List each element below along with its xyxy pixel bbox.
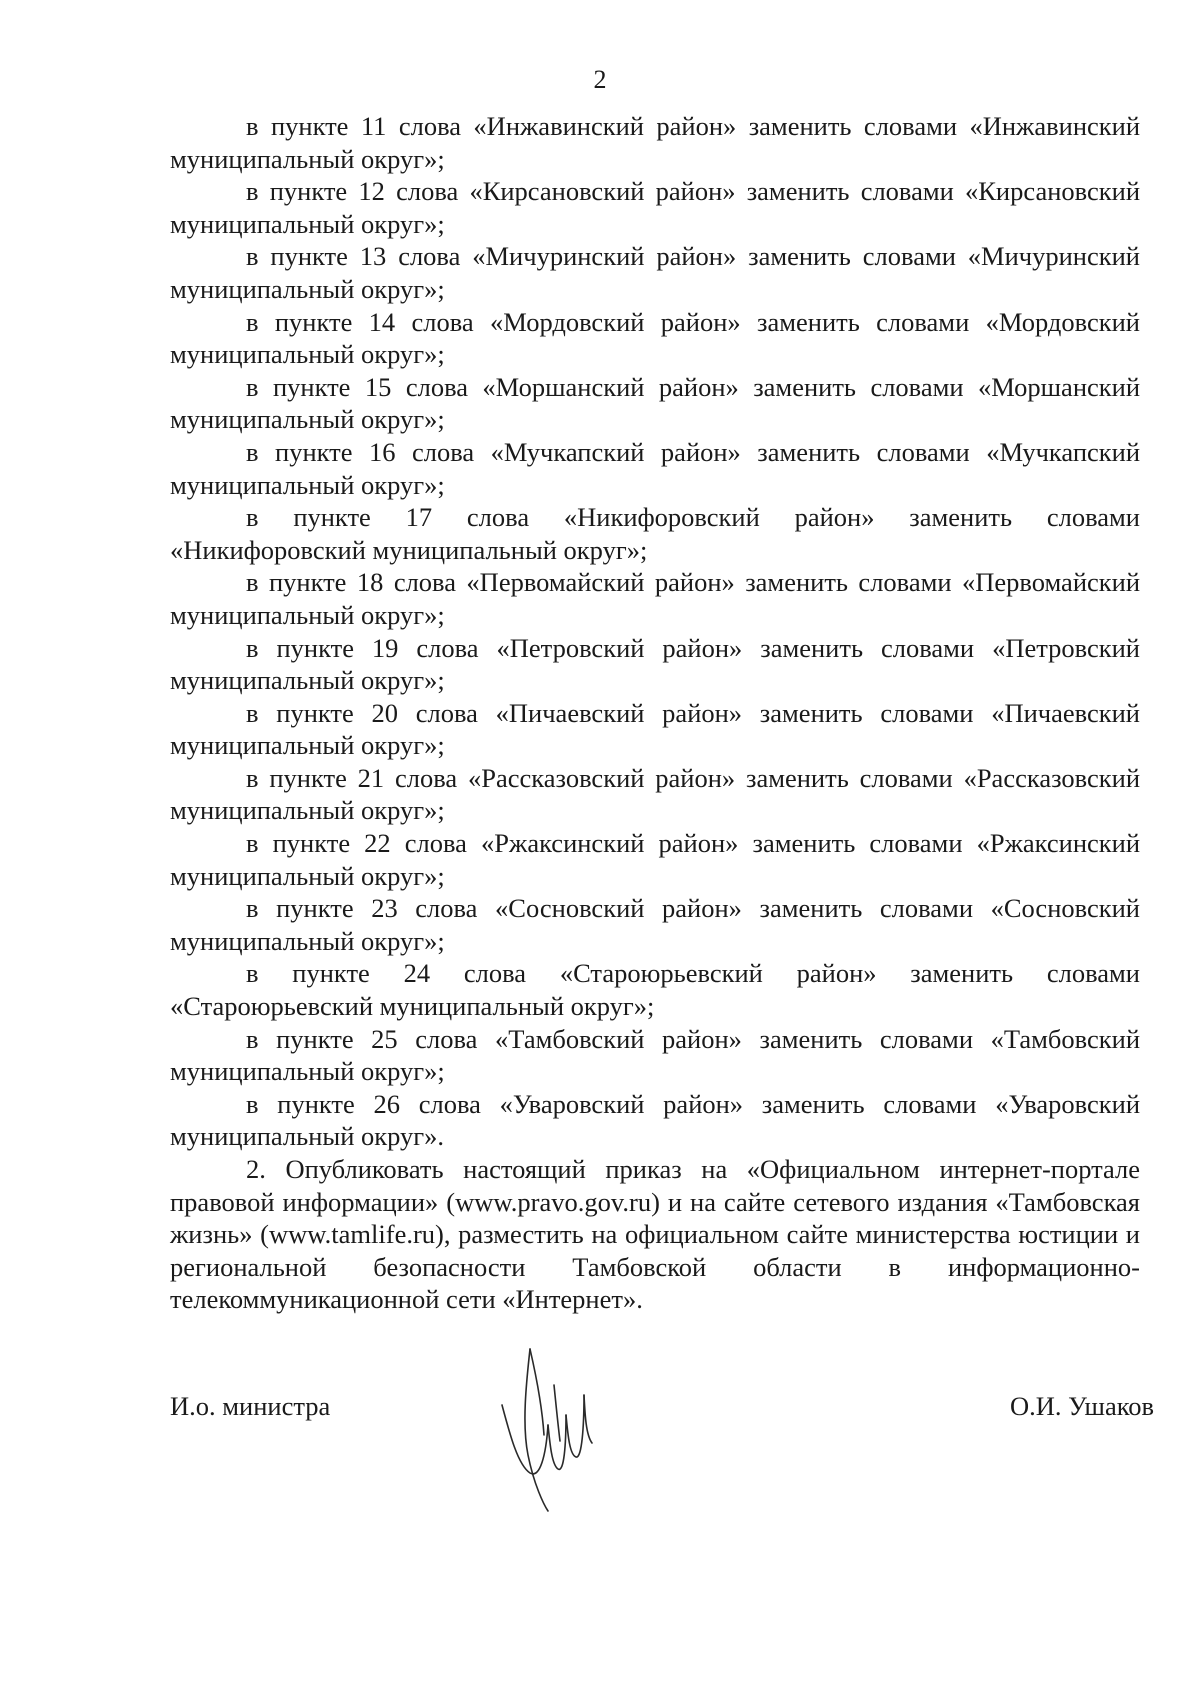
signatory-name: О.И. Ушаков [1009,1391,1154,1421]
amendment-item-14: в пункте 14 слова «Мордовский район» заменить словами «Мордовский муниципальный округ»; [170,306,1140,370]
amendment-item-24: в пункте 24 слова «Староюрьевский район» заменить словами «Староюрьевский муниципальный округ»; [170,958,1140,1022]
clause-2-publication: 2. Опубликовать настоящий приказ на «Официальном интернет-портале правовой информации» (www.pravo.gov.ru) и на сайте сетевого издания «Тамбовская жизнь» (www.tamlife.ru), разместить на официальном сайте министерства юстиции и региональной безопасности Тамбовской области в информационно-телекоммуникационной сети «Интернет». [170,1154,1140,1315]
amendment-item-15: в пункте 15 слова «Моршанский район» заменить словами «Моршанский муниципальный округ»; [170,371,1140,435]
page-number: 2 [593,65,607,94]
amendment-item-13: в пункте 13 слова «Мичуринский район» заменить словами «Мичуринский муниципальный округ»; [170,241,1140,304]
amendment-item-16: в пункте 16 слова «Мучкапский район» заменить словами «Мучкапский муниципальный округ»; [170,436,1140,500]
amendment-item-25: в пункте 25 слова «Тамбовский район» заменить словами «Тамбовский муниципальный округ»; [170,1023,1140,1087]
amendment-item-23: в пункте 23 слова «Сосновский район» заменить словами «Сосновский муниципальный округ»; [170,893,1140,956]
amendment-item-20: в пункте 20 слова «Пичаевский район» заменить словами «Пичаевский муниципальный округ»; [170,697,1140,761]
amendment-item-11: в пункте 11 слова «Инжавинский район» заменить словами «Инжавинский муниципальный округ»; [170,111,1140,174]
amendment-item-21: в пункте 21 слова «Рассказовский район» заменить словами «Рассказовский муниципальный округ»; [170,762,1140,826]
document-body [170,110,1140,1316]
amendment-item-22: в пункте 22 слова «Ржаксинский район» заменить словами «Ржаксинский муниципальный округ»; [170,828,1140,891]
amendment-item-12: в пункте 12 слова «Кирсановский район» заменить словами «Кирсановский муниципальный округ»; [170,176,1140,239]
amendment-item-18: в пункте 18 слова «Первомайский район» заменить словами «Первомайский муниципальный округ»; [170,567,1140,630]
signatory-title: И.о. министра [170,1391,331,1421]
amendment-item-17: в пункте 17 слова «Никифоровский район» заменить словами «Никифоровский муниципальный округ»; [170,502,1140,565]
amendment-item-19: в пункте 19 слова «Петровский район» заменить словами «Петровский муниципальный округ»; [170,632,1140,696]
handwritten-signature [500,1345,610,1515]
amendment-item-26: в пункте 26 слова «Уваровский район» заменить словами «Уваровский муниципальный округ». [170,1088,1140,1152]
